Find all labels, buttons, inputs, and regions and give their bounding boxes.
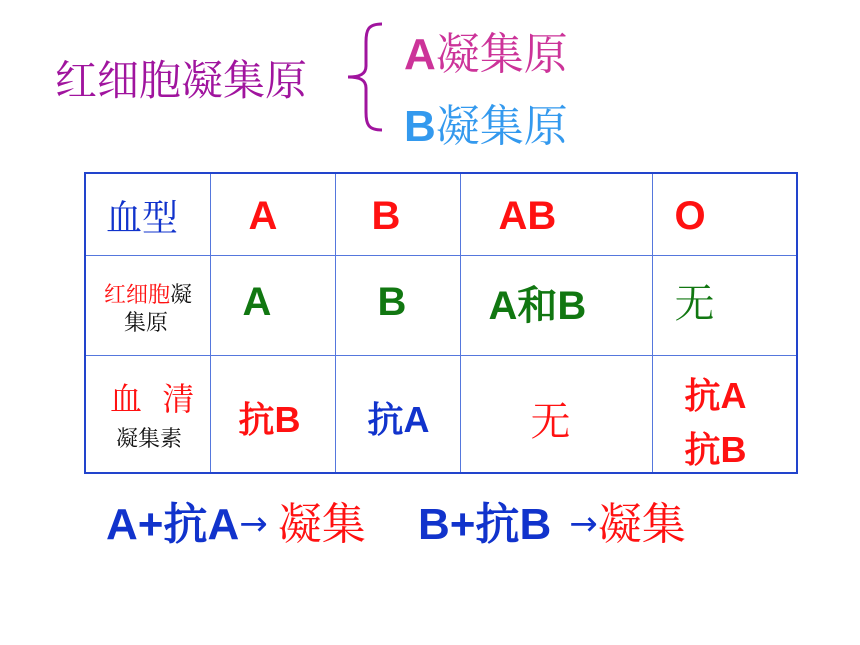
rule-a-left: A+抗A [106,500,240,549]
agglutinogen-b-text: 凝集原 [435,101,568,152]
blood-type-b: B [371,194,401,238]
cell-type-b [335,173,460,255]
rule-b-left: B+抗B [418,500,552,549]
table-row-serum [85,355,797,473]
header-serum-line2: 凝集素 [116,426,183,452]
cell-serum-o [652,355,797,473]
header-serum [85,355,210,473]
cell-serum-ab [460,355,652,473]
serum-value-ab: 无 [530,398,571,445]
agglutinogen-b-letter: B [404,102,436,151]
cell-type-o [652,173,797,255]
agglutinogen-b [404,90,568,154]
header-agglutinogen-black: 凝 [170,282,193,308]
serum-value-o-anti-b: 抗B [684,428,747,470]
rule-a [106,488,366,552]
arrow-icon: → [569,504,598,544]
agglutinogen-value-a: A [242,279,272,324]
cell-serum-b [335,355,460,473]
rule-a-right: 凝集 [277,499,366,550]
agglutinogen-a [404,18,568,82]
page-title: 红细胞凝集原 [55,56,308,105]
curly-brace-icon [342,20,386,134]
blood-group-table [84,172,798,474]
agglutinogen-value-o: 无 [674,280,715,327]
agglutinogen-a-letter: A [404,30,436,79]
header-agglutinogen-line2: 集原 [124,310,169,336]
header-agglutinogen-line1 [104,278,192,309]
header-blood-type-label: 血型 [106,198,179,239]
header-serum-line1: 血 清 [110,379,195,418]
header-agglutinogen [85,255,210,355]
header-agglutinogen-red: 红细胞 [104,282,171,308]
cell-serum-a [210,355,335,473]
blood-type-a: A [248,194,278,238]
blood-type-ab: AB [498,194,557,238]
cell-agglutinogen-o [652,255,797,355]
cell-type-a [210,173,335,255]
serum-value-a: 抗B [238,398,301,440]
rule-b [418,488,686,552]
arrow-icon: → [239,504,268,544]
blood-type-o: O [674,194,706,238]
serum-value-b: 抗A [367,398,430,440]
table-row-agglutinogen [85,255,797,355]
agglutinogen-a-text: 凝集原 [435,29,568,80]
agglutinogen-value-ab: A和B [488,283,587,328]
header-blood-type [85,173,210,255]
serum-value-o-anti-a: 抗A [684,374,747,416]
agglutinogen-value-b: B [377,279,407,324]
table-row-blood-type [85,173,797,255]
cell-agglutinogen-b [335,255,460,355]
cell-agglutinogen-a [210,255,335,355]
cell-agglutinogen-ab [460,255,652,355]
rule-b-right: 凝集 [597,499,686,550]
cell-type-ab [460,173,652,255]
